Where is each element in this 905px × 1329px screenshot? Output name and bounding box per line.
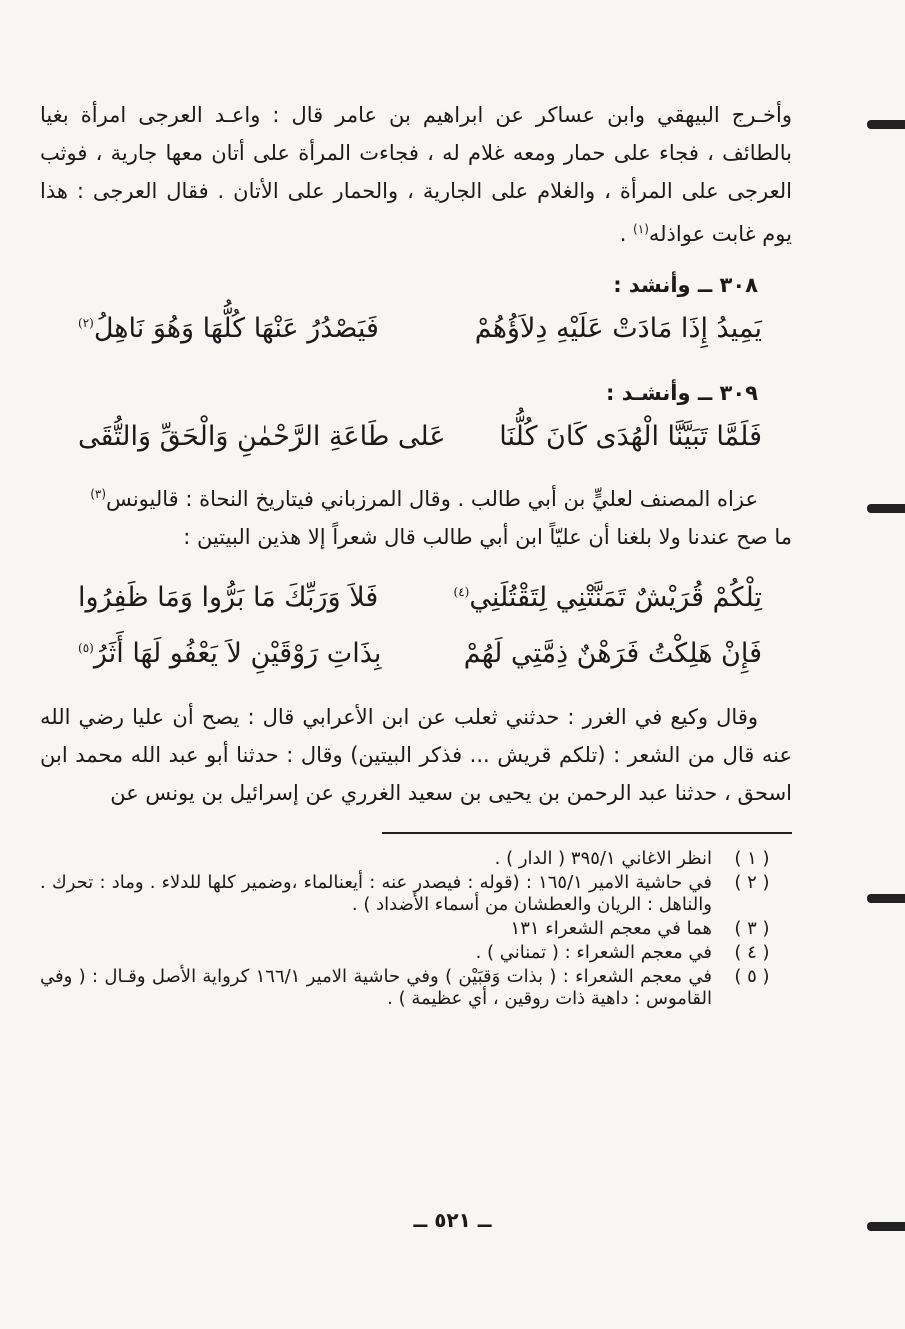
- verse-ali-1-second-hemistich: فَلاَ وَرَبِّكَ مَا بَرُّوا وَمَا ظَفِرُوا: [78, 582, 379, 613]
- verse-308-first-hemistich: يَمِيدُ إِذَا مَادَتْ عَلَيْهِ دِلاَؤُهُمْ: [474, 313, 762, 344]
- footnote-2: ( ٢ ) في حاشية الامير ١٦٥/١ : (قوله : فيصدر عنه : أيعنالماء ،وضمير كلها للدلاء . وماد : تحرك . والناهل : الريان والعطشان من أسماء الأضداد ) .: [40, 872, 770, 915]
- footnote-1: ( ١ ) انظر الاغاني ٣٩٥/١ ( الدار ) .: [494, 848, 770, 869]
- footnote-separator: [382, 832, 792, 834]
- verse-309: [40, 413, 792, 469]
- page-body: [40, 96, 792, 1012]
- footnote-4: ( ٤ ) في معجم الشعراء : ( تمناني ) .: [475, 942, 770, 963]
- footnote-3: ( ٣ ) هما في معجم الشعراء ١٣١: [510, 918, 770, 939]
- verse-309-second-hemistich: عَلى طَاعَةِ الرَّحْمٰنِ وَالْحَقِّ وَالتُّقَى: [78, 421, 446, 452]
- scan-edge-mark: [867, 894, 905, 903]
- verse-ali-1: [40, 574, 792, 630]
- heading-309: ٣٠٩ ــ وأنشـد :: [606, 381, 758, 405]
- verse-ali-1-first-hemistich: تِلْكُمْ قُرَيْشٌ تَمَنَّتْنِي لِتَقْتُلَنِي$^{(٤)}$: [453, 582, 762, 613]
- heading-308: ٣٠٨ ــ وأنشد :: [613, 273, 758, 297]
- footnotes: [40, 848, 792, 1010]
- verse-309-first-hemistich: فَلَمَّا تَبَيَّنَّا الْهُدَى كَانَ كُلُّنَا: [499, 421, 762, 452]
- footnote-ref-2: (٢): [78, 316, 94, 330]
- closing-paragraph: وقال وكيع في الغرر : حدثني ثعلب عن ابن الأعرابي قال : يصح أن عليا رضي الله عنه قال من الشعر : (تلكم قريش ... فذكر البيتين) وقال : حدثنا أبو عبد الله محمد ابن اسحق ، حدثنا عبد الرحمن بن يحيى بن سعيد الغرري عن إسرائيل بن يونس عن: [40, 705, 792, 805]
- verse-ali-2: [40, 630, 792, 686]
- intro-paragraph: وأخـرج البيهقي وابن عساكر عن ابراهيم بن عامر قال : واعـد العرجى امرأة بغيا بالطائف ، فجاء على حمار ومعه غلام له ، فجاءت المرأة على أتان معها جارية ، فوثب العرجى على المرأة ، والغلام على الجارية ، والحمار على الأتان . فقال العرجى : هذا يوم غابت عواذله$^{(١)}$ .: [40, 103, 792, 246]
- scan-edge-mark: [867, 120, 905, 129]
- footnote-ref-4: (٤): [453, 585, 470, 599]
- verse-308-second-hemistich: فَيَصْدُرُ عَنْهَا كُلُّهَا وَهُوَ نَاهِلُ$^{(٢)}$: [78, 313, 379, 344]
- footnote-5: ( ٥ ) في معجم الشعراء : ( بذات وَقبَيْن ) وفي حاشية الامير ١٦٦/١ كرواية الأصل وقـال : ( وفي القاموس : داهية ذات روقين ، أي عظيمة ) .: [40, 966, 770, 1009]
- footnote-ref-1: (١): [633, 222, 649, 236]
- footnote-ref-3: (٣): [90, 487, 107, 501]
- footnote-ref-5: (٥): [78, 641, 94, 655]
- page-number: ــ ٥٢١ ــ: [413, 1208, 492, 1232]
- verse-308: [40, 305, 792, 361]
- scan-edge-mark: [867, 1222, 905, 1231]
- scan-edge-mark: [867, 504, 905, 513]
- verse-ali-2-first-hemistich: فَإِنْ هَلِكْتُ فَرَهْنٌ ذِمَّتِي لَهُمْ: [463, 638, 762, 669]
- attribution-paragraph: عزاه المصنف لعليٍّ بن أبي طالب . وقال المرزباني فيتاريخ النحاة : قاليونس$^{(٣)}$ ما صح عندنا ولا بلغنا أن عليّاً ابن أبي طالب قال شعراً إلا هذين البيتين :: [90, 487, 792, 549]
- verse-ali-2-second-hemistich: بِذَاتِ رَوْقَيْنِ لاَ يَعْفُو لَهَا أَثَرُ$^{(٥)}$: [78, 638, 382, 669]
